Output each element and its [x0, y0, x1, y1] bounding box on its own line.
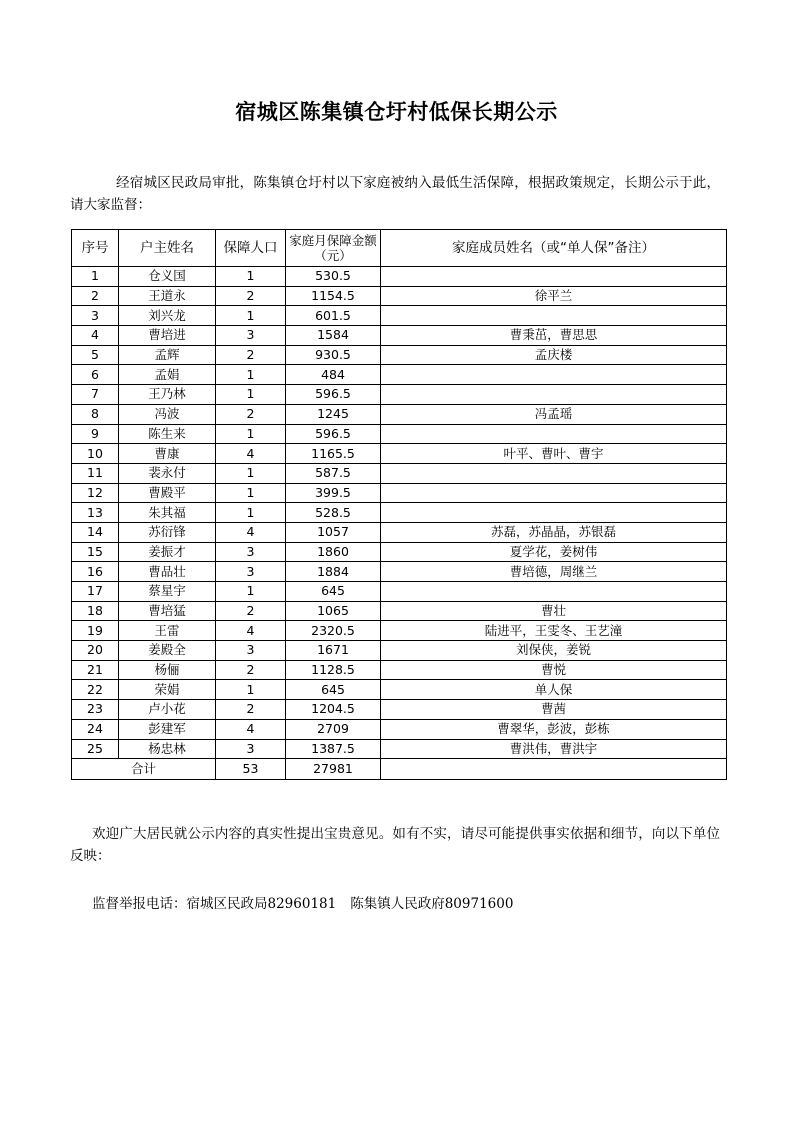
cell-name: 曹培进: [119, 326, 216, 346]
cell-name: 姜殿全: [119, 641, 216, 661]
cell-persons: 1: [216, 463, 286, 483]
cell-no: 6: [72, 365, 119, 385]
table-row: [72, 483, 727, 503]
table-row: [72, 424, 727, 444]
table-row: [72, 306, 727, 326]
intro-paragraph: 经宿城区民政局审批，陈集镇仓圩村以下家庭被纳入最低生活保障，根据政策规定，长期公示于此，请大家监督：: [70, 175, 720, 213]
cell-members: [381, 463, 727, 483]
cell-persons: 2: [216, 286, 286, 306]
table-row: [72, 345, 727, 365]
cell-persons: 1: [216, 385, 286, 405]
cell-members: 曹秉茁，曹思思: [381, 326, 727, 346]
cell-members: 曹洪伟，曹洪宇: [381, 739, 727, 759]
contact-label: 监督举报电话：: [92, 896, 187, 912]
cell-amount: 2320.5: [286, 621, 381, 641]
cell-members: 单人保: [381, 680, 727, 700]
cell-name: 王道永: [119, 286, 216, 306]
cell-name: 仓义国: [119, 267, 216, 287]
cell-name: 孟辉: [119, 345, 216, 365]
cell-no: 18: [72, 601, 119, 621]
cell-name: 陈生来: [119, 424, 216, 444]
header-members: 家庭成员姓名（或“单人保”备注）: [381, 230, 727, 267]
cell-members: 刘保侠，姜锐: [381, 641, 727, 661]
cell-name: 蔡星宇: [119, 582, 216, 602]
cell-no: 19: [72, 621, 119, 641]
cell-amount: 587.5: [286, 463, 381, 483]
cell-no: 20: [72, 641, 119, 661]
cell-no: 15: [72, 542, 119, 562]
cell-amount: 596.5: [286, 424, 381, 444]
cell-name: 裴永付: [119, 463, 216, 483]
cell-name: 卢小花: [119, 700, 216, 720]
cell-members: [381, 483, 727, 503]
cell-amount: 399.5: [286, 483, 381, 503]
table-row: [72, 660, 727, 680]
cell-no: 11: [72, 463, 119, 483]
cell-name: 彭建军: [119, 719, 216, 739]
cell-persons: 4: [216, 522, 286, 542]
cell-persons: 2: [216, 404, 286, 424]
cell-amount: 528.5: [286, 503, 381, 523]
cell-persons: 2: [216, 660, 286, 680]
cell-name: 刘兴龙: [119, 306, 216, 326]
cell-persons: 4: [216, 444, 286, 464]
cell-persons: 2: [216, 345, 286, 365]
table-row: [72, 601, 727, 621]
contact-town-government: 陈集镇人民政府80971600: [350, 896, 514, 912]
cell-members: 曹翠华，彭波，彭栋: [381, 719, 727, 739]
cell-members: 夏学花，姜树伟: [381, 542, 727, 562]
cell-no: 5: [72, 345, 119, 365]
cell-no: 4: [72, 326, 119, 346]
cell-amount: 645: [286, 582, 381, 602]
closing-paragraph: 欢迎广大居民就公示内容的真实性提出宝贵意见。如有不实，请尽可能提供事实依据和细节，向以下单位反映：: [70, 826, 720, 864]
cell-members: 曹茜: [381, 700, 727, 720]
table-row: [72, 719, 727, 739]
document-title: 宿城区陈集镇仓圩村低保长期公示: [235, 99, 558, 124]
table-row: [72, 522, 727, 542]
cell-no: 14: [72, 522, 119, 542]
cell-members: [381, 582, 727, 602]
cell-amount: 1387.5: [286, 739, 381, 759]
cell-members: 叶平、曹叶、曹宇: [381, 444, 727, 464]
table-row: [72, 582, 727, 602]
cell-no: 22: [72, 680, 119, 700]
contact-line: [92, 892, 513, 912]
cell-members: [381, 385, 727, 405]
cell-name: 姜振才: [119, 542, 216, 562]
cell-members: 陆进平，王雯冬、王艺潼: [381, 621, 727, 641]
cell-members: 曹悦: [381, 660, 727, 680]
cell-amount: 601.5: [286, 306, 381, 326]
cell-name: 王乃林: [119, 385, 216, 405]
header-persons: 保障人口: [216, 230, 286, 267]
cell-amount: 1065: [286, 601, 381, 621]
cell-no: 23: [72, 700, 119, 720]
cell-amount: 596.5: [286, 385, 381, 405]
table-row: [72, 700, 727, 720]
table-row: [72, 680, 727, 700]
table-row: [72, 542, 727, 562]
cell-amount: 930.5: [286, 345, 381, 365]
cell-name: 杨忠林: [119, 739, 216, 759]
cell-amount: 530.5: [286, 267, 381, 287]
cell-persons: 1: [216, 503, 286, 523]
cell-name: 曹培猛: [119, 601, 216, 621]
cell-persons: 1: [216, 267, 286, 287]
cell-persons: 3: [216, 641, 286, 661]
cell-name: 王雷: [119, 621, 216, 641]
cell-no: 9: [72, 424, 119, 444]
cell-members: [381, 306, 727, 326]
total-members: [381, 759, 727, 780]
cell-persons: 2: [216, 601, 286, 621]
table-row: [72, 444, 727, 464]
subsidy-table: [71, 229, 727, 780]
cell-persons: 1: [216, 680, 286, 700]
cell-members: 苏磊，苏晶晶，苏银磊: [381, 522, 727, 542]
table-row: [72, 739, 727, 759]
cell-amount: 1057: [286, 522, 381, 542]
cell-members: 曹壮: [381, 601, 727, 621]
cell-name: 曹康: [119, 444, 216, 464]
cell-persons: 1: [216, 424, 286, 444]
total-row: [72, 759, 727, 780]
cell-name: 曹品壮: [119, 562, 216, 582]
total-persons: 53: [216, 759, 286, 780]
cell-no: 3: [72, 306, 119, 326]
table-row: [72, 365, 727, 385]
contact-civil-affairs: 宿城区民政局82960181: [186, 896, 337, 912]
table-body: [72, 267, 727, 759]
cell-no: 25: [72, 739, 119, 759]
cell-members: 冯孟瑶: [381, 404, 727, 424]
cell-name: 朱其福: [119, 503, 216, 523]
table-row: [72, 562, 727, 582]
header-no: 序号: [72, 230, 119, 267]
cell-persons: 3: [216, 562, 286, 582]
table-row: [72, 503, 727, 523]
cell-amount: 1165.5: [286, 444, 381, 464]
table-row: [72, 463, 727, 483]
cell-no: 2: [72, 286, 119, 306]
cell-amount: 1671: [286, 641, 381, 661]
cell-no: 12: [72, 483, 119, 503]
cell-persons: 4: [216, 719, 286, 739]
table-row: [72, 267, 727, 287]
cell-persons: 1: [216, 483, 286, 503]
table-row: [72, 326, 727, 346]
cell-amount: 645: [286, 680, 381, 700]
cell-persons: 3: [216, 542, 286, 562]
total-amount: 27981: [286, 759, 381, 780]
header-name: 户主姓名: [119, 230, 216, 267]
table-row: [72, 404, 727, 424]
cell-no: 10: [72, 444, 119, 464]
cell-amount: 1584: [286, 326, 381, 346]
cell-members: 孟庆楼: [381, 345, 727, 365]
cell-members: 徐平兰: [381, 286, 727, 306]
cell-no: 17: [72, 582, 119, 602]
cell-name: 荣娟: [119, 680, 216, 700]
cell-persons: 1: [216, 365, 286, 385]
cell-amount: 1884: [286, 562, 381, 582]
cell-no: 8: [72, 404, 119, 424]
cell-name: 杨俪: [119, 660, 216, 680]
cell-name: 苏衍锋: [119, 522, 216, 542]
cell-no: 1: [72, 267, 119, 287]
cell-members: [381, 365, 727, 385]
cell-members: 曹培德，周继兰: [381, 562, 727, 582]
cell-persons: 1: [216, 306, 286, 326]
cell-persons: 3: [216, 739, 286, 759]
cell-amount: 1204.5: [286, 700, 381, 720]
cell-amount: 2709: [286, 719, 381, 739]
cell-amount: 484: [286, 365, 381, 385]
cell-amount: 1860: [286, 542, 381, 562]
cell-amount: 1128.5: [286, 660, 381, 680]
cell-members: [381, 267, 727, 287]
cell-no: 21: [72, 660, 119, 680]
total-label: 合计: [72, 759, 216, 780]
cell-members: [381, 424, 727, 444]
header-amount: 家庭月保障金额（元）: [286, 230, 381, 267]
cell-no: 16: [72, 562, 119, 582]
cell-name: 曹殿平: [119, 483, 216, 503]
cell-persons: 1: [216, 582, 286, 602]
table-row: [72, 641, 727, 661]
table-row: [72, 286, 727, 306]
cell-members: [381, 503, 727, 523]
cell-persons: 2: [216, 700, 286, 720]
table-row: [72, 385, 727, 405]
cell-name: 孟娟: [119, 365, 216, 385]
cell-no: 24: [72, 719, 119, 739]
table-row: [72, 621, 727, 641]
cell-persons: 3: [216, 326, 286, 346]
cell-amount: 1245: [286, 404, 381, 424]
cell-persons: 4: [216, 621, 286, 641]
cell-no: 7: [72, 385, 119, 405]
cell-no: 13: [72, 503, 119, 523]
cell-name: 冯波: [119, 404, 216, 424]
cell-amount: 1154.5: [286, 286, 381, 306]
table-header-row: [72, 230, 727, 267]
